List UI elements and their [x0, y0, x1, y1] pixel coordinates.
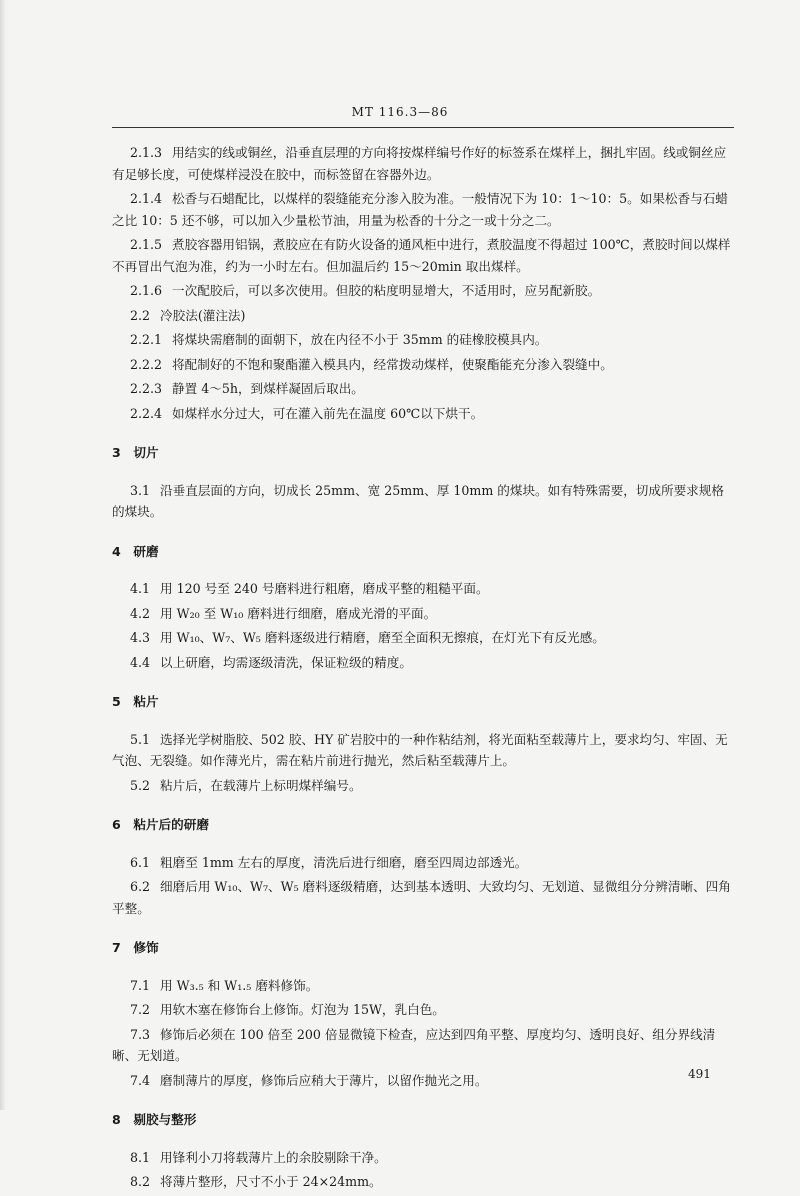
- clause-number: 2.1.4: [130, 191, 163, 206]
- clause-number: 7.4: [130, 1072, 151, 1088]
- clause: [112, 1147, 736, 1169]
- clause-text: 沿垂直层面的方向，切成长 25mm、宽 25mm、厚 10mm 的煤块。如有特殊需要，切成所要求规格的煤块。: [112, 482, 724, 519]
- header-divider: [112, 127, 734, 128]
- clause-text: 冷胶法(灌注法): [160, 307, 246, 323]
- clause-text: 粗磨至 1mm 左右的厚度，清洗后进行细磨，磨至四周边部透光。: [160, 854, 528, 870]
- clause-text: 用软木塞在修饰台上修饰。灯泡为 15W，乳白色。: [160, 1002, 445, 1017]
- clause: [112, 975, 736, 997]
- clause: [112, 142, 736, 185]
- clause-text: 煮胶容器用铝锅，煮胶应在有防火设备的通风柜中进行，煮胶温度不得超过 100℃，煮胶时间以煤样不再冒出气泡为准，约为一小时左右。但加温后约 15～20min 取出煤样。: [112, 237, 731, 274]
- section-cutting: [112, 442, 736, 523]
- clause: [112, 329, 736, 351]
- clause-number: 2.1.5: [130, 237, 163, 252]
- clause-text: 静置 4～5h，到煤样凝固后取出。: [172, 381, 364, 396]
- clause: [112, 305, 736, 327]
- clause: [112, 603, 736, 625]
- clause-number: 2.2.2: [130, 356, 163, 372]
- section-grinding: [112, 541, 736, 674]
- document-body: [112, 142, 736, 1196]
- clause-number: 6.1: [130, 854, 151, 870]
- section-heading: 6 粘片后的研磨: [112, 817, 209, 832]
- section-mounting: [112, 691, 736, 796]
- clause-number: 4.3: [130, 630, 151, 645]
- clause: [112, 1024, 736, 1067]
- clause-text: 将薄片整形，尺寸不小于 24×24mm。: [160, 1174, 382, 1189]
- section-heading: 8 剔胶与整形: [112, 1112, 197, 1127]
- clause-text: 用 W₂₀ 至 W₁₀ 磨料进行细磨，磨成光滑的平面。: [160, 605, 437, 621]
- clause-text: 将配制好的不饱和聚酯灌入模具内，经常拨动煤样，使聚酯能充分渗入裂缝中。: [172, 356, 613, 372]
- clause: [112, 480, 736, 523]
- standard-code-header: MT 116.3—86: [351, 105, 449, 119]
- clause-text: 如煤样水分过大，可在灌入前先在温度 60℃以下烘干。: [172, 405, 484, 421]
- clause-number: 7.3: [130, 1026, 151, 1042]
- clause-number: 2.1.6: [130, 283, 163, 298]
- clause: [112, 403, 736, 425]
- clause-number: 4.4: [130, 654, 151, 670]
- clause-number: 2.2.3: [130, 381, 163, 396]
- clause-number: 2.2.1: [130, 332, 163, 347]
- clause-text: 用 120 号至 240 号磨料进行粗磨，磨成平整的粗糙平面。: [160, 581, 489, 596]
- clause: [112, 1070, 736, 1092]
- clause-text: 松香与石蜡配比，以煤样的裂缝能充分渗入胶为准。一般情况下为 10：1～10：5。如果松香与石蜡之比 10：5 还不够，可以加入少量松节油，用量为松香的十分之一或十分之二。: [112, 191, 728, 228]
- clause-text: 磨制薄片的厚度，修饰后应稍大于薄片，以留作抛光之用。: [160, 1072, 488, 1088]
- clause: [112, 578, 736, 600]
- clause-number: 8.2: [130, 1174, 151, 1189]
- clause-number: 4.2: [130, 605, 151, 621]
- section-heading: 4 研磨: [112, 543, 159, 559]
- clause-number: 7.1: [130, 977, 151, 993]
- clause-number: 7.2: [130, 1002, 151, 1017]
- clause: [112, 188, 736, 231]
- section-glue-removal: [112, 1109, 736, 1193]
- clause-text: 以上研磨，均需逐级清洗，保证粒级的精度。: [160, 654, 412, 670]
- section-post-mount-grinding: [112, 814, 736, 919]
- clause-number: 4.1: [130, 581, 151, 596]
- clause-text: 粘片后，在载薄片上标明煤样编号。: [160, 777, 362, 793]
- section-heading: 3 切片: [112, 445, 159, 460]
- clause-text: 将煤块需磨制的面朝下，放在内径不小于 35mm 的硅橡胶模具内。: [172, 332, 548, 347]
- section-heading: 7 修饰: [112, 940, 159, 955]
- clause-number: 2.2: [130, 307, 151, 323]
- clause-number: 6.2: [130, 879, 151, 894]
- clause-number: 5.2: [130, 777, 151, 793]
- clause: [112, 729, 736, 772]
- clause-text: 细磨后用 W₁₀、W₇、W₅ 磨料逐级精磨，达到基本透明、大致均匀、无划道、显微组分分辨清晰、四角平整。: [112, 879, 731, 916]
- clause-number: 5.1: [130, 731, 151, 747]
- clause-text: 一次配胶后，可以多次使用。但胶的粘度明显增大，不适用时，应另配新胶。: [172, 283, 601, 298]
- section-finishing: [112, 937, 736, 1091]
- clause: [112, 852, 736, 874]
- clause: [112, 234, 736, 277]
- page-number: 491: [688, 1067, 711, 1081]
- clause: [112, 627, 736, 649]
- clause: [112, 1171, 736, 1193]
- clause-text: 选择光学树脂胶、502 胶、HY 矿岩胶中的一种作粘结剂，将光面粘至载薄片上，要求均匀、牢固、无气泡、无裂缝。如作薄光片，需在粘片前进行抛光，然后粘至载薄片上。: [112, 731, 728, 768]
- intro-clauses: [112, 142, 736, 424]
- clause-number: 3.1: [130, 482, 151, 498]
- clause: [112, 999, 736, 1021]
- clause: [112, 775, 736, 797]
- clause-text: 用 W₃.₅ 和 W₁.₅ 磨料修饰。: [160, 977, 319, 993]
- clause: [112, 280, 736, 302]
- clause-number: 2.2.4: [130, 405, 163, 421]
- section-heading: 5 粘片: [112, 694, 159, 709]
- clause: [112, 652, 736, 674]
- clause-text: 用结实的线或铜丝，沿垂直层理的方向将按煤样编号作好的标签系在煤样上，捆扎牢固。线或铜丝应有足够长度，可使煤样浸没在胶中，而标签留在容器外边。: [112, 145, 727, 182]
- clause-number: 8.1: [130, 1149, 151, 1165]
- clause: [112, 378, 736, 400]
- clause: [112, 354, 736, 376]
- clause-number: 2.1.3: [130, 145, 163, 160]
- clause-text: 用锋利小刀将载薄片上的余胶剔除干净。: [160, 1149, 387, 1165]
- clause-text: 修饰后必须在 100 倍至 200 倍显微镜下检查，应达到四角平整、厚度均匀、透明良好、组分界线清晰、无划道。: [112, 1026, 716, 1063]
- clause: [112, 876, 736, 919]
- clause-text: 用 W₁₀、W₇、W₅ 磨料逐级进行精磨，磨至全面积无擦痕，在灯光下有反光感。: [160, 630, 605, 645]
- scan-edge-shadow: [0, 0, 6, 1110]
